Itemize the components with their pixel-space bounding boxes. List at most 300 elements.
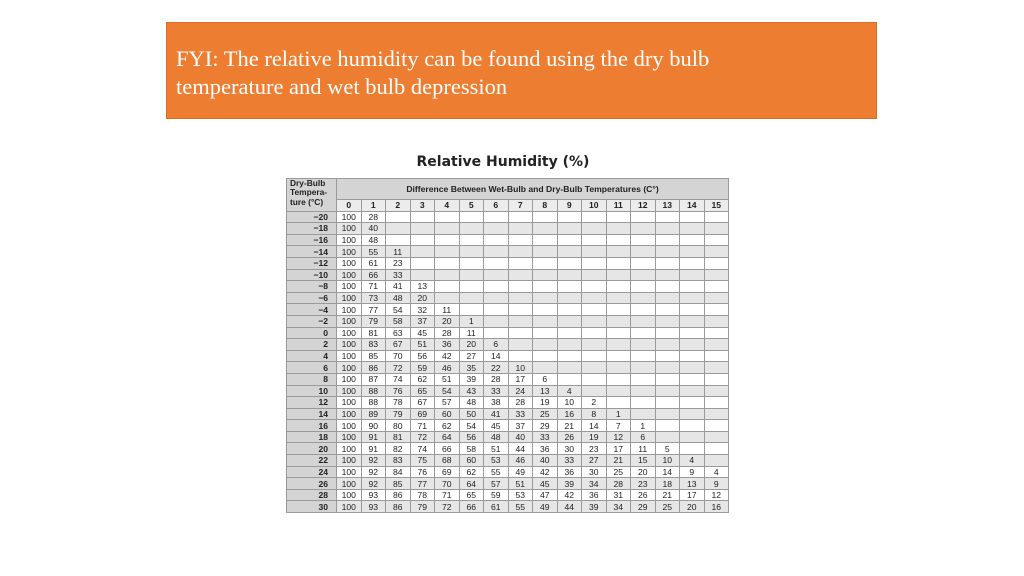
humidity-cell: 72	[435, 501, 460, 513]
humidity-cell	[704, 339, 729, 351]
humidity-cell: 54	[459, 420, 484, 432]
humidity-cell	[680, 223, 705, 235]
humidity-cell	[582, 292, 607, 304]
column-header: 6	[484, 200, 509, 212]
dry-bulb-temp: 30	[287, 501, 337, 513]
humidity-cell	[582, 327, 607, 339]
humidity-cell	[655, 304, 680, 316]
humidity-cell: 45	[484, 420, 509, 432]
humidity-cell: 39	[582, 501, 607, 513]
table-row	[287, 478, 729, 490]
humidity-cell: 71	[361, 281, 386, 293]
humidity-cell: 100	[337, 397, 362, 409]
humidity-cell	[557, 211, 582, 223]
difference-header: Difference Between Wet-Bulb and Dry-Bulb Temperatures (C°)	[337, 179, 729, 200]
humidity-cell: 28	[484, 373, 509, 385]
humidity-cell	[631, 223, 656, 235]
humidity-cell: 42	[435, 350, 460, 362]
dry-bulb-temp: −12	[287, 257, 337, 269]
humidity-cell: 11	[459, 327, 484, 339]
table-row	[287, 373, 729, 385]
humidity-cell	[655, 269, 680, 281]
humidity-cell: 33	[484, 385, 509, 397]
humidity-cell	[582, 269, 607, 281]
humidity-cell	[631, 211, 656, 223]
humidity-cell: 38	[484, 397, 509, 409]
humidity-cell	[484, 211, 509, 223]
humidity-cell	[582, 362, 607, 374]
humidity-cell: 67	[410, 397, 435, 409]
humidity-cell: 74	[386, 373, 411, 385]
humidity-cell: 23	[631, 478, 656, 490]
humidity-cell	[557, 269, 582, 281]
humidity-cell: 62	[435, 420, 460, 432]
humidity-cell	[704, 350, 729, 362]
column-header: 5	[459, 200, 484, 212]
humidity-cell	[655, 211, 680, 223]
humidity-cell	[631, 362, 656, 374]
column-header: 2	[386, 200, 411, 212]
humidity-cell: 37	[508, 420, 533, 432]
humidity-cell: 19	[582, 431, 607, 443]
humidity-cell: 11	[386, 246, 411, 258]
humidity-cell	[680, 373, 705, 385]
humidity-cell	[606, 397, 631, 409]
humidity-cell	[680, 362, 705, 374]
humidity-cell: 64	[459, 478, 484, 490]
humidity-cell	[533, 211, 558, 223]
humidity-cell	[704, 246, 729, 258]
humidity-cell: 51	[508, 478, 533, 490]
humidity-cell: 33	[557, 455, 582, 467]
humidity-cell	[606, 246, 631, 258]
humidity-cell	[606, 362, 631, 374]
humidity-cell: 88	[361, 385, 386, 397]
humidity-cell: 62	[410, 373, 435, 385]
humidity-cell	[704, 443, 729, 455]
dry-bulb-temp: −6	[287, 292, 337, 304]
table-row	[287, 339, 729, 351]
humidity-cell	[533, 327, 558, 339]
humidity-cell: 100	[337, 373, 362, 385]
humidity-cell: 91	[361, 443, 386, 455]
humidity-cell	[606, 304, 631, 316]
humidity-cell: 43	[459, 385, 484, 397]
humidity-cell	[557, 246, 582, 258]
humidity-cell	[631, 281, 656, 293]
humidity-cell	[508, 223, 533, 235]
humidity-cell	[557, 234, 582, 246]
humidity-cell	[582, 385, 607, 397]
humidity-cell: 76	[410, 466, 435, 478]
humidity-cell: 6	[533, 373, 558, 385]
humidity-cell	[655, 373, 680, 385]
dry-bulb-temp: −10	[287, 269, 337, 281]
humidity-cell: 78	[410, 489, 435, 501]
humidity-cell	[655, 257, 680, 269]
humidity-cell: 92	[361, 466, 386, 478]
humidity-cell: 6	[484, 339, 509, 351]
humidity-cell: 20	[680, 501, 705, 513]
humidity-cell	[704, 257, 729, 269]
humidity-cell	[655, 385, 680, 397]
humidity-cell	[606, 234, 631, 246]
humidity-cell	[533, 292, 558, 304]
humidity-cell: 29	[631, 501, 656, 513]
humidity-cell: 92	[361, 455, 386, 467]
humidity-cell	[410, 257, 435, 269]
humidity-cell: 64	[435, 431, 460, 443]
humidity-cell	[680, 246, 705, 258]
humidity-cell: 57	[484, 478, 509, 490]
humidity-cell	[459, 246, 484, 258]
humidity-cell	[655, 223, 680, 235]
humidity-cell: 27	[459, 350, 484, 362]
humidity-cell	[533, 350, 558, 362]
humidity-cell: 33	[533, 431, 558, 443]
humidity-cell: 61	[484, 501, 509, 513]
humidity-cell: 85	[386, 478, 411, 490]
humidity-cell	[606, 315, 631, 327]
humidity-cell	[582, 350, 607, 362]
dry-bulb-temp: −16	[287, 234, 337, 246]
humidity-cell	[533, 304, 558, 316]
humidity-cell	[704, 292, 729, 304]
humidity-cell	[410, 234, 435, 246]
humidity-cell	[484, 246, 509, 258]
dry-bulb-temp: 24	[287, 466, 337, 478]
humidity-cell	[582, 304, 607, 316]
humidity-cell	[533, 315, 558, 327]
humidity-cell	[655, 431, 680, 443]
humidity-cell: 100	[337, 327, 362, 339]
humidity-cell	[655, 362, 680, 374]
humidity-cell: 17	[680, 489, 705, 501]
humidity-cell: 10	[557, 397, 582, 409]
humidity-cell: 100	[337, 339, 362, 351]
humidity-cell: 92	[361, 478, 386, 490]
humidity-cell: 51	[410, 339, 435, 351]
humidity-cell: 33	[508, 408, 533, 420]
humidity-cell	[484, 327, 509, 339]
column-header: 0	[337, 200, 362, 212]
dry-bulb-temp: 0	[287, 327, 337, 339]
humidity-cell	[508, 281, 533, 293]
column-header: 4	[435, 200, 460, 212]
humidity-cell: 10	[508, 362, 533, 374]
humidity-cell: 100	[337, 431, 362, 443]
humidity-cell	[655, 350, 680, 362]
humidity-cell	[680, 397, 705, 409]
humidity-cell: 79	[410, 501, 435, 513]
humidity-cell: 12	[704, 489, 729, 501]
humidity-cell	[704, 397, 729, 409]
humidity-cell	[484, 281, 509, 293]
humidity-cell: 77	[361, 304, 386, 316]
humidity-cell	[680, 281, 705, 293]
humidity-cell: 44	[508, 443, 533, 455]
humidity-cell	[557, 292, 582, 304]
table-row	[287, 397, 729, 409]
humidity-cell: 40	[533, 455, 558, 467]
humidity-cell	[582, 315, 607, 327]
humidity-cell: 45	[410, 327, 435, 339]
humidity-cell	[410, 211, 435, 223]
humidity-cell	[631, 269, 656, 281]
humidity-cell: 40	[361, 223, 386, 235]
humidity-cell	[680, 304, 705, 316]
humidity-cell	[435, 223, 460, 235]
dry-bulb-temp: 12	[287, 397, 337, 409]
humidity-cell: 30	[582, 466, 607, 478]
humidity-cell	[680, 211, 705, 223]
humidity-cell: 53	[484, 455, 509, 467]
humidity-cell	[557, 304, 582, 316]
humidity-cell: 74	[410, 443, 435, 455]
humidity-cell: 48	[459, 397, 484, 409]
dry-bulb-header: Dry-Bulb Tempera-ture (°C)	[287, 179, 337, 212]
humidity-cell	[533, 281, 558, 293]
humidity-cell	[435, 269, 460, 281]
column-header: 11	[606, 200, 631, 212]
humidity-cell	[386, 211, 411, 223]
humidity-cell: 100	[337, 443, 362, 455]
table-row	[287, 211, 729, 223]
humidity-cell: 55	[508, 501, 533, 513]
humidity-cell	[484, 234, 509, 246]
humidity-cell: 30	[557, 443, 582, 455]
humidity-cell: 21	[655, 489, 680, 501]
humidity-cell: 93	[361, 489, 386, 501]
humidity-cell	[582, 211, 607, 223]
humidity-cell	[459, 223, 484, 235]
humidity-cell	[508, 269, 533, 281]
humidity-cell	[508, 292, 533, 304]
humidity-cell	[484, 257, 509, 269]
table-row	[287, 362, 729, 374]
table-row	[287, 257, 729, 269]
humidity-cell	[655, 246, 680, 258]
humidity-cell: 79	[361, 315, 386, 327]
humidity-cell	[704, 455, 729, 467]
humidity-cell	[606, 281, 631, 293]
table-row	[287, 431, 729, 443]
humidity-cell: 11	[631, 443, 656, 455]
humidity-cell: 34	[582, 478, 607, 490]
humidity-cell	[655, 408, 680, 420]
humidity-cell	[582, 223, 607, 235]
humidity-cell	[631, 257, 656, 269]
column-header: 3	[410, 200, 435, 212]
humidity-cell: 25	[606, 466, 631, 478]
humidity-cell: 100	[337, 223, 362, 235]
humidity-cell	[680, 257, 705, 269]
humidity-cell: 81	[361, 327, 386, 339]
humidity-cell	[680, 420, 705, 432]
humidity-cell	[533, 246, 558, 258]
humidity-cell	[557, 257, 582, 269]
humidity-cell: 17	[508, 373, 533, 385]
humidity-cell: 78	[386, 397, 411, 409]
humidity-cell: 83	[361, 339, 386, 351]
humidity-cell	[557, 350, 582, 362]
humidity-cell	[655, 339, 680, 351]
humidity-cell: 65	[410, 385, 435, 397]
humidity-cell: 80	[386, 420, 411, 432]
humidity-cell: 86	[386, 501, 411, 513]
humidity-cell: 45	[533, 478, 558, 490]
humidity-cell: 1	[459, 315, 484, 327]
humidity-cell: 49	[508, 466, 533, 478]
humidity-cell	[704, 431, 729, 443]
humidity-cell	[459, 292, 484, 304]
humidity-cell	[557, 362, 582, 374]
humidity-cell	[680, 292, 705, 304]
humidity-cell	[631, 385, 656, 397]
humidity-cell: 9	[704, 478, 729, 490]
humidity-cell: 48	[386, 292, 411, 304]
humidity-cell: 35	[459, 362, 484, 374]
chart-title: Relative Humidity (%)	[416, 154, 590, 170]
humidity-cell: 86	[361, 362, 386, 374]
humidity-cell: 56	[459, 431, 484, 443]
humidity-cell: 57	[435, 397, 460, 409]
humidity-cell	[655, 292, 680, 304]
humidity-cell: 84	[386, 466, 411, 478]
humidity-cell	[704, 234, 729, 246]
humidity-cell	[680, 234, 705, 246]
dry-bulb-temp: 28	[287, 489, 337, 501]
humidity-cell	[704, 304, 729, 316]
humidity-cell	[410, 246, 435, 258]
humidity-cell	[704, 281, 729, 293]
dry-bulb-temp: 26	[287, 478, 337, 490]
humidity-cell	[435, 246, 460, 258]
humidity-cell	[557, 339, 582, 351]
table-row	[287, 292, 729, 304]
column-header: 8	[533, 200, 558, 212]
humidity-cell: 69	[410, 408, 435, 420]
humidity-cell: 44	[557, 501, 582, 513]
humidity-cell	[410, 223, 435, 235]
humidity-cell: 85	[361, 350, 386, 362]
humidity-cell	[582, 246, 607, 258]
humidity-cell: 2	[582, 397, 607, 409]
humidity-cell: 20	[631, 466, 656, 478]
dry-bulb-temp: 20	[287, 443, 337, 455]
humidity-cell	[606, 350, 631, 362]
humidity-cell: 76	[386, 385, 411, 397]
humidity-cell	[533, 257, 558, 269]
humidity-cell	[680, 350, 705, 362]
dry-bulb-temp: −2	[287, 315, 337, 327]
humidity-cell: 20	[410, 292, 435, 304]
humidity-cell: 49	[533, 501, 558, 513]
humidity-cell: 13	[680, 478, 705, 490]
humidity-cell: 63	[386, 327, 411, 339]
humidity-cell	[704, 327, 729, 339]
humidity-cell	[484, 315, 509, 327]
humidity-cell	[606, 339, 631, 351]
humidity-cell	[631, 373, 656, 385]
humidity-cell: 100	[337, 489, 362, 501]
humidity-cell	[557, 373, 582, 385]
humidity-cell: 36	[435, 339, 460, 351]
humidity-cell: 54	[386, 304, 411, 316]
humidity-cell: 36	[582, 489, 607, 501]
humidity-cell: 59	[484, 489, 509, 501]
humidity-cell: 28	[435, 327, 460, 339]
dry-bulb-temp: −4	[287, 304, 337, 316]
humidity-cell	[508, 246, 533, 258]
table-row	[287, 466, 729, 478]
humidity-cell: 100	[337, 281, 362, 293]
dry-bulb-temp: 18	[287, 431, 337, 443]
dry-bulb-temp: −8	[287, 281, 337, 293]
humidity-cell	[435, 234, 460, 246]
humidity-cell	[655, 234, 680, 246]
humidity-cell: 14	[484, 350, 509, 362]
humidity-cell: 47	[533, 489, 558, 501]
humidity-cell	[704, 385, 729, 397]
humidity-cell	[680, 431, 705, 443]
table-row	[287, 304, 729, 316]
humidity-cell	[606, 373, 631, 385]
humidity-cell: 67	[386, 339, 411, 351]
humidity-cell: 54	[435, 385, 460, 397]
title-banner	[166, 22, 877, 119]
humidity-cell: 58	[459, 443, 484, 455]
humidity-cell: 65	[459, 489, 484, 501]
humidity-cell: 4	[557, 385, 582, 397]
dry-bulb-temp: −14	[287, 246, 337, 258]
column-header-row	[287, 200, 729, 212]
humidity-cell: 48	[361, 234, 386, 246]
humidity-cell	[704, 362, 729, 374]
humidity-cell: 34	[606, 501, 631, 513]
humidity-cell: 100	[337, 501, 362, 513]
humidity-cell	[680, 327, 705, 339]
table-row	[287, 420, 729, 432]
humidity-cell	[508, 350, 533, 362]
humidity-cell: 1	[606, 408, 631, 420]
humidity-cell: 42	[533, 466, 558, 478]
humidity-cell	[606, 385, 631, 397]
humidity-cell	[435, 211, 460, 223]
humidity-cell	[631, 350, 656, 362]
table-row	[287, 350, 729, 362]
humidity-cell	[704, 408, 729, 420]
dry-bulb-temp: 2	[287, 339, 337, 351]
humidity-cell	[655, 397, 680, 409]
humidity-cell	[631, 292, 656, 304]
humidity-cell: 19	[533, 397, 558, 409]
humidity-cell	[484, 304, 509, 316]
humidity-cell	[680, 339, 705, 351]
humidity-cell	[557, 223, 582, 235]
humidity-cell: 70	[435, 478, 460, 490]
humidity-cell	[386, 223, 411, 235]
column-header: 9	[557, 200, 582, 212]
humidity-cell: 32	[410, 304, 435, 316]
humidity-cell: 36	[533, 443, 558, 455]
humidity-cell: 83	[386, 455, 411, 467]
table-row	[287, 269, 729, 281]
dry-bulb-temp: 14	[287, 408, 337, 420]
humidity-cell	[459, 234, 484, 246]
humidity-cell	[435, 292, 460, 304]
humidity-cell: 70	[386, 350, 411, 362]
